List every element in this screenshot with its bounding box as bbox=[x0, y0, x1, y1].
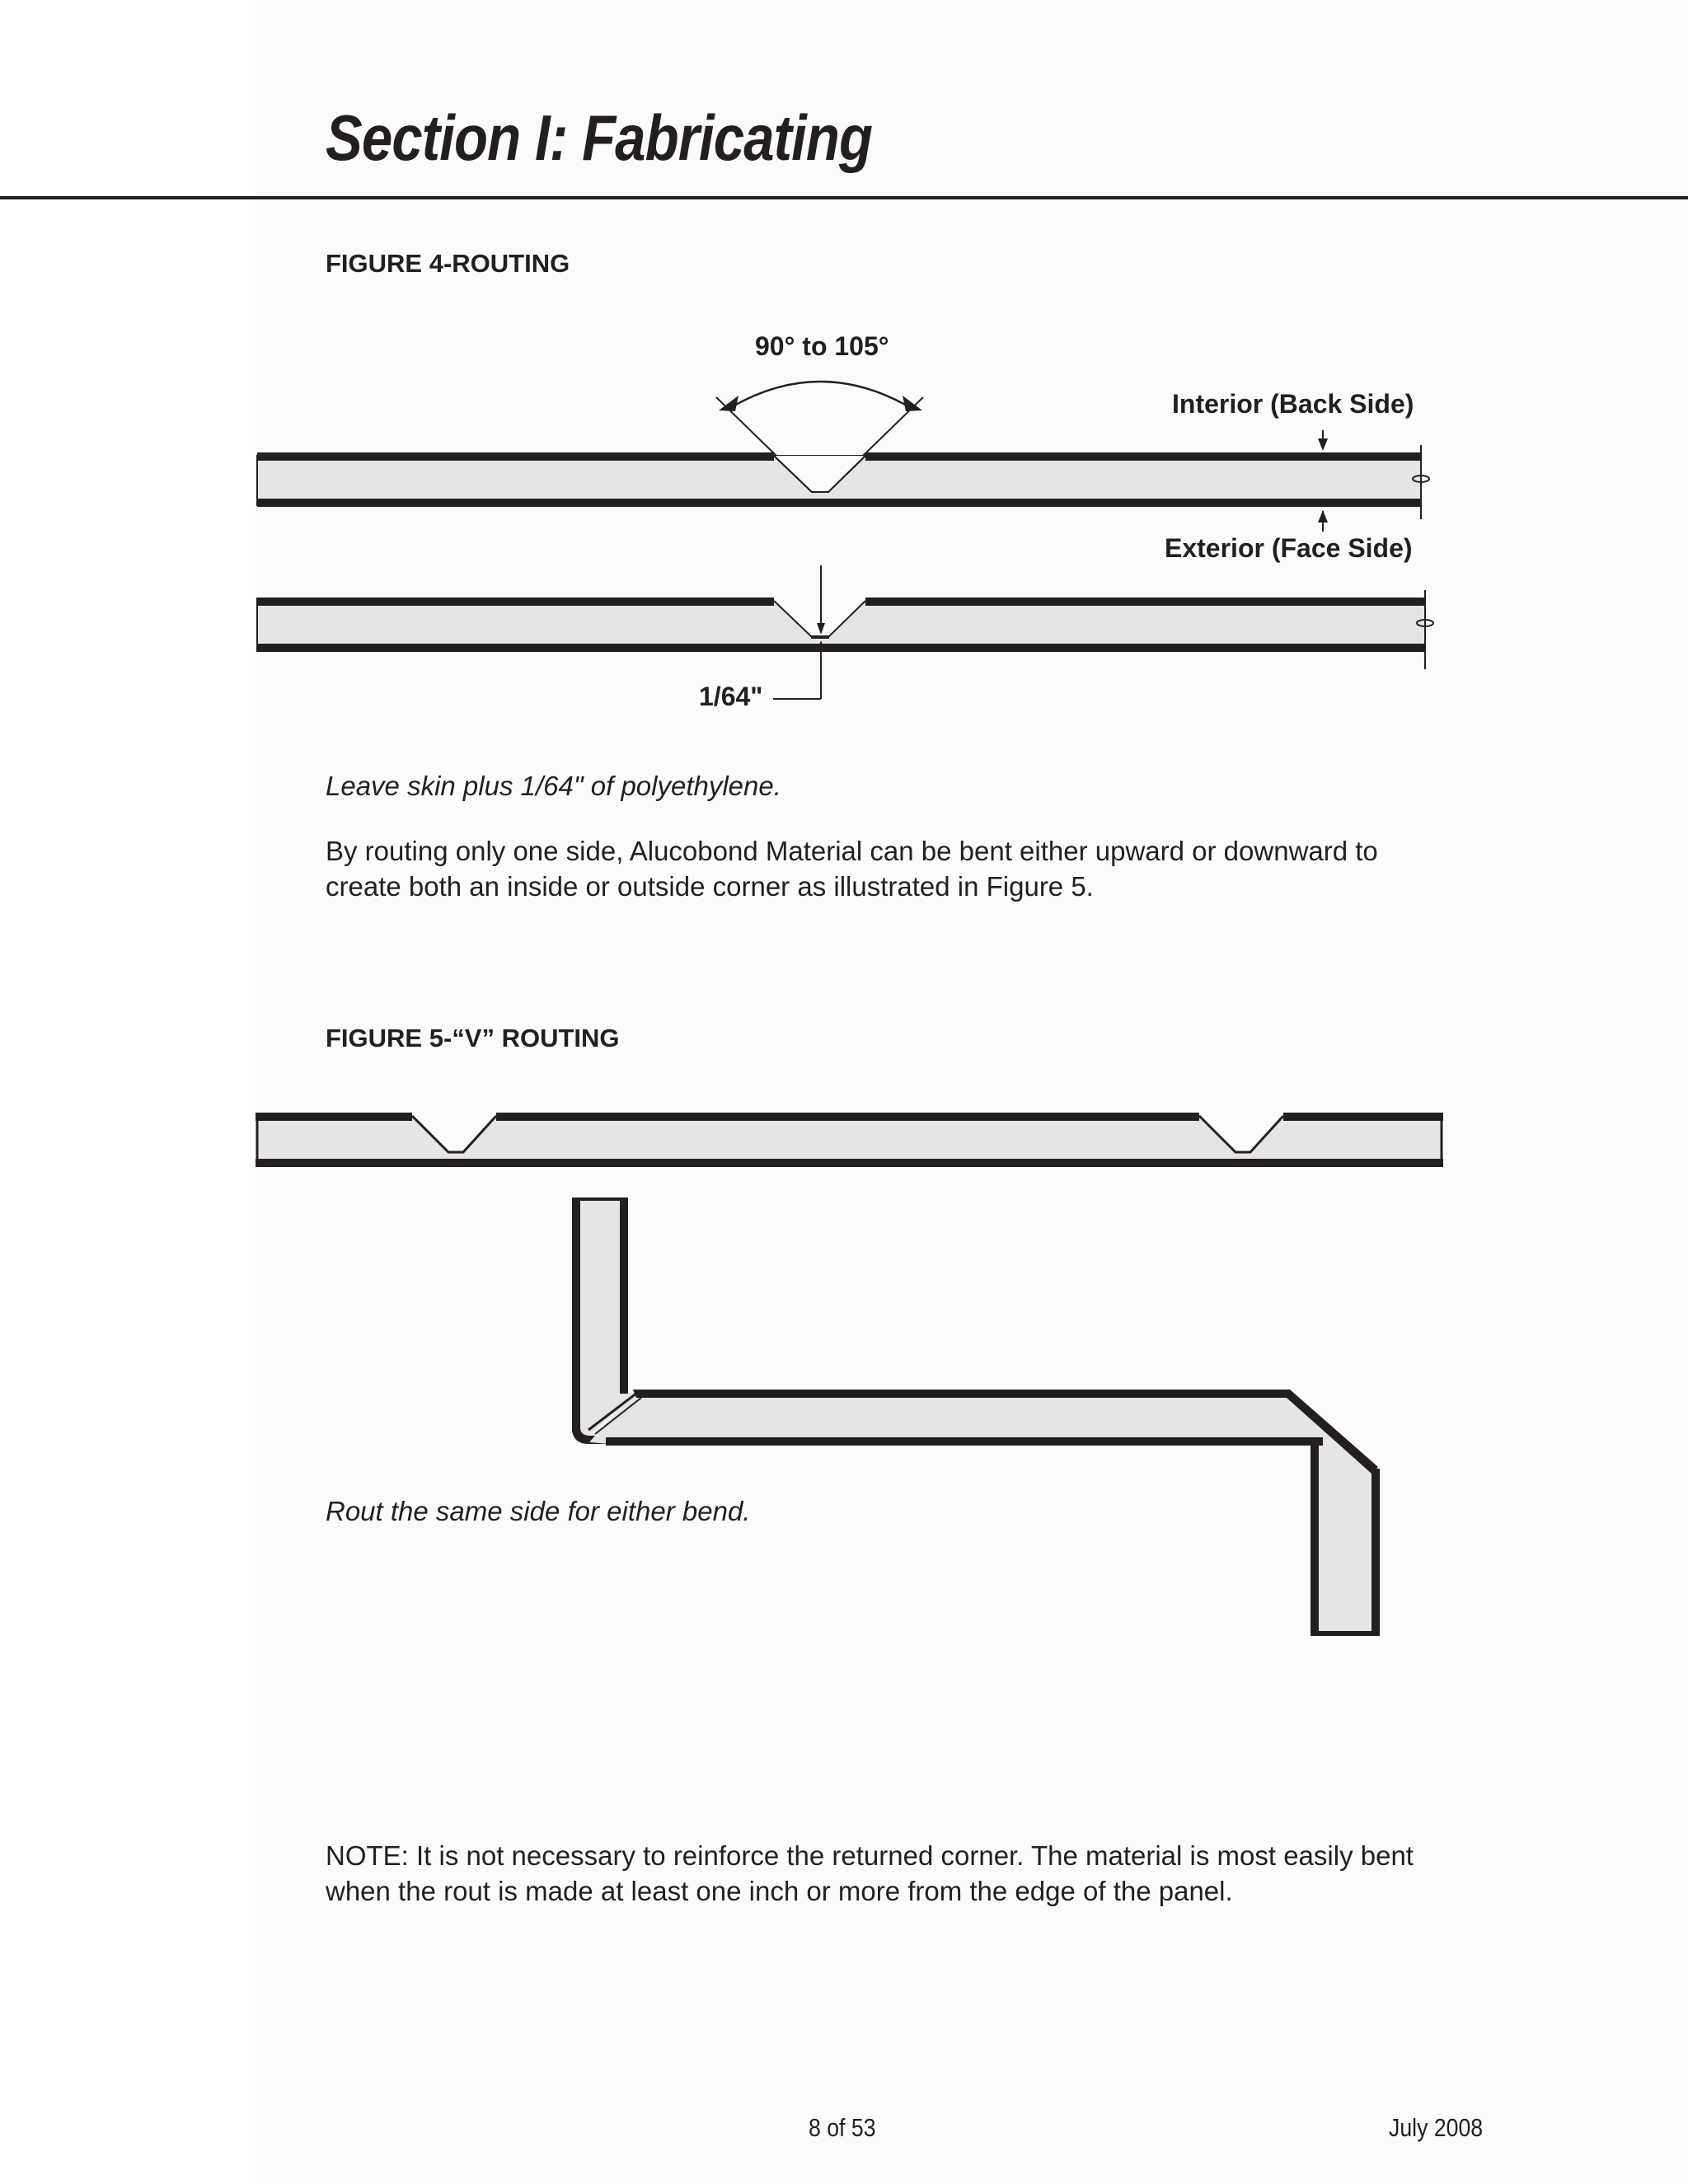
interior-label: Interior (Back Side) bbox=[1172, 389, 1414, 419]
section-title: Section I: Fabricating bbox=[326, 101, 873, 174]
figure-4-caption: FIGURE 4-ROUTING bbox=[326, 249, 570, 278]
routing-paragraph: By routing only one side, Alucobond Material can be bent either upward or downward to create both an inside or outside corner as illustrated in Figure 5. bbox=[326, 836, 1378, 902]
fig5-flat-panel bbox=[256, 1113, 1443, 1167]
fig4-panel-detail bbox=[257, 598, 1425, 652]
exterior-label: Exterior (Face Side) bbox=[1165, 533, 1413, 563]
footer-date: July 2008 bbox=[1389, 2113, 1484, 2142]
fig4-panel-routed bbox=[257, 452, 1421, 507]
leave-skin-note: Leave skin plus 1/64" of polyethylene. bbox=[326, 771, 781, 801]
angle-label: 90° to 105° bbox=[755, 331, 889, 361]
rout-same-side-note: Rout the same side for either bend. bbox=[326, 1496, 751, 1526]
page-number: 8 of 53 bbox=[809, 2113, 876, 2142]
fig5-bent-panel bbox=[572, 1197, 1380, 1636]
reinforce-note: NOTE: It is not necessary to reinforce the returned corner. The material is most easily bent when the rout is made at least one inch or more from the edge of the panel. bbox=[326, 1840, 1414, 1906]
depth-label: 1/64" bbox=[699, 682, 763, 711]
figure-5-caption: FIGURE 5-“V” ROUTING bbox=[326, 1024, 620, 1052]
fig4-angle-indicator bbox=[716, 382, 923, 456]
